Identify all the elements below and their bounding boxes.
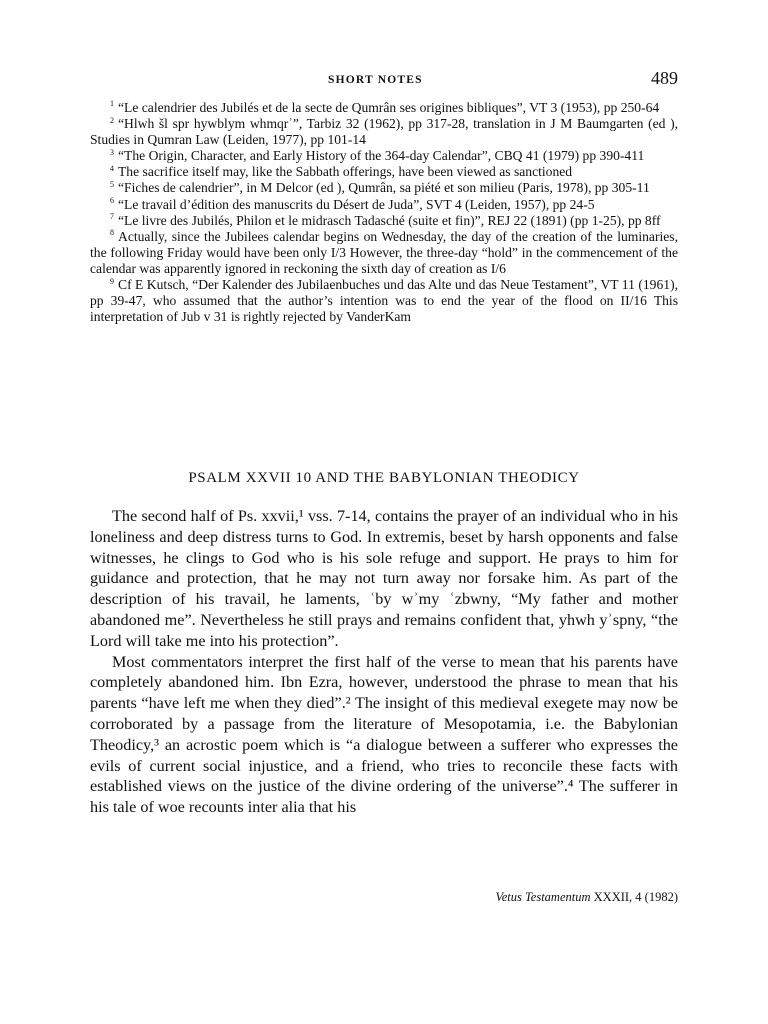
footnote-text: “Fiches de calendrier”, in M Delcor (ed ), Qumrân, sa piété et son milieu (Paris, 1978), pp 305-11 bbox=[118, 180, 650, 196]
footnote-marker: 3 bbox=[110, 147, 114, 157]
footnote-marker: 9 bbox=[110, 276, 114, 286]
article-title: PSALM XXVII 10 AND THE BABYLONIAN THEODICY bbox=[188, 470, 580, 486]
footnote-marker: 6 bbox=[110, 196, 114, 206]
body-paragraph-2: Most commentators interpret the first half of the verse to mean that his parents have completely abandoned him. Ibn Ezra, however, understood the phrase to mean that his parents “have left me when they died”.² The insight of this medieval exegete may now be corroborated by a passage from the literature of Mesopotamia, i.e. the Babylonian Theodicy,³ an acrostic poem which is “a dialogue between a sufferer who expresses the evils of current social injustice, and a friend, who tries to reconcile these facts with established views on the justice of the divine ordering of the universe”.⁴ The sufferer in his tale of woe recounts inter alia that his bbox=[90, 652, 678, 817]
page-number: 489 bbox=[651, 68, 678, 88]
footnote-9 bbox=[90, 277, 678, 325]
footnote-text: The sacrifice itself may, like the Sabbath offerings, have been viewed as sanctioned bbox=[118, 164, 573, 180]
footnote-text: “Le livre des Jubilés, Philon et le midrasch Tadasché (suite et fin)”, REJ 22 (1891) (pp 1-25), pp 8ff bbox=[118, 212, 661, 228]
body-paragraph-1: The second half of Ps. xxvii,¹ vss. 7-14, contains the prayer of an individual who in his loneliness and deep distress turns to God. In extremis, beset by harsh opponents and false witnesses, he clings to God who is his sole refuge and support. He prays to him for guidance and protection, that he may not turn away nor forsake him. As part of the description of his travail, he laments, ʿby wʾmy ʿzbwny, “My father and mother abandoned me”. Nevertheless he still prays and remains confident that, yhwh yʾspny, “the Lord will take me into his protection”. bbox=[90, 507, 678, 650]
page-header bbox=[90, 68, 678, 94]
running-head: SHORT NOTES bbox=[328, 74, 423, 86]
footnote-marker: 5 bbox=[110, 179, 114, 189]
article-body bbox=[90, 506, 678, 818]
footnote-8 bbox=[90, 229, 678, 277]
footnote-5 bbox=[90, 180, 678, 196]
journal-volume: XXXII, 4 (1982) bbox=[593, 890, 678, 904]
footnote-text: “Hlwh šl spr hywblym whmqrʾ”, Tarbiz 32 (1962), pp 317-28, translation in J M Baumgarten (ed ), Studies in Qumran Law (Leiden, 1977), pp 101-14 bbox=[90, 116, 678, 148]
footnote-text: Actually, since the Jubilees calendar begins on Wednesday, the day of the creation of the luminaries, the following Friday would have been only I/3 However, the three-day “hold” in the commencement of the calendar was apparently ignored in reckoning the sixth day of creation as I/6 bbox=[90, 228, 678, 276]
footnote-marker: 4 bbox=[110, 163, 114, 173]
footnote-7 bbox=[90, 213, 678, 229]
journal-footer bbox=[90, 890, 678, 905]
footnote-text: “The Origin, Character, and Early History of the 364-day Calendar”, CBQ 41 (1979) pp 390-411 bbox=[118, 148, 645, 164]
journal-name: Vetus Testamentum bbox=[495, 890, 591, 904]
footnotes-section bbox=[90, 100, 678, 325]
footnote-2 bbox=[90, 116, 678, 148]
footnote-text: “Le calendrier des Jubilés et de la secte de Qumrân ses origines bibliques”, VT 3 (1953), pp 250-64 bbox=[118, 100, 660, 115]
footnote-6 bbox=[90, 197, 678, 213]
footnote-4 bbox=[90, 164, 678, 180]
footnote-1 bbox=[90, 100, 678, 116]
footnote-marker: 8 bbox=[110, 228, 114, 238]
footnote-text: Cf E Kutsch, “Der Kalender des Jubilaenbuches und das Alte und das Neue Testament”, VT 11 (1961), pp 39-47, who assumed that the author’s intention was to end the year of the flood on II/16 This interpretation of Jub v 31 is rightly rejected by VanderKam bbox=[90, 277, 678, 325]
footnote-marker: 1 bbox=[110, 99, 114, 109]
footnote-3 bbox=[90, 148, 678, 164]
footnote-marker: 7 bbox=[110, 212, 114, 222]
footnote-marker: 2 bbox=[110, 115, 114, 125]
footnote-text: “Le travail d’édition des manuscrits du Désert de Juda”, SVT 4 (Leiden, 1957), pp 24-5 bbox=[118, 196, 595, 212]
